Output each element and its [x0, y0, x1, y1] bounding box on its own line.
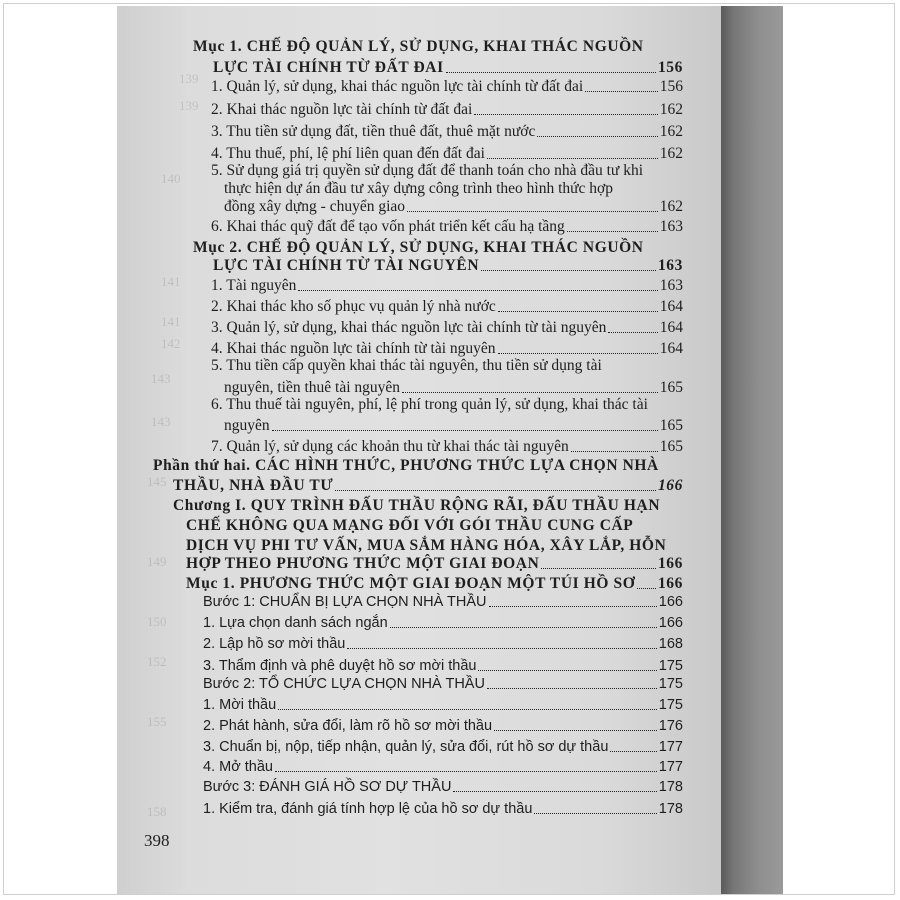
dot-leader — [537, 135, 657, 137]
page-ref: 166 — [658, 615, 683, 631]
toc-entry — [211, 318, 683, 338]
toc-entry — [203, 592, 683, 612]
page-ref: 162 — [659, 101, 683, 118]
entry-text: 1. Quản lý, sử dụng, khai thác nguồn lực tài chính từ đất đai — [211, 78, 584, 95]
entry-text: 4. Thu thuế, phí, lệ phí liên quan đến đất đai — [211, 145, 485, 162]
bleed-through-number: 143 — [151, 371, 171, 386]
dot-leader — [494, 729, 657, 731]
entry-text: 4. Khai thác nguồn lực tài chính từ tài nguyên — [211, 340, 496, 357]
dot-leader — [610, 750, 656, 752]
entry-text: THẦU, NHÀ ĐẦU TƯ — [173, 477, 334, 494]
toc-entry — [203, 695, 683, 715]
page-ref: 156 — [657, 59, 683, 76]
dot-leader — [446, 71, 656, 73]
toc-entry — [211, 276, 683, 296]
page-ref: 166 — [658, 594, 683, 610]
entry-text: 3. Thẩm định và phê duyệt hồ sơ mời thầu — [203, 658, 477, 674]
entry-text: 7. Quản lý, sử dụng các khoản thu từ khai thác tài nguyên — [211, 438, 569, 455]
part-heading: Phần thứ hai. CÁC HÌNH THỨC, PHƯƠNG THỨC LỰA CHỌN NHÀ — [153, 457, 659, 474]
page-ref: 166 — [657, 575, 683, 592]
toc-entry — [213, 58, 683, 78]
toc-entry — [211, 217, 683, 237]
toc-entry — [211, 122, 683, 142]
page-ref: 163 — [659, 277, 683, 294]
entry-text: 3. Thu tiền sử dụng đất, tiền thuê đất, thuê mặt nước — [211, 123, 536, 140]
dot-leader — [481, 269, 656, 271]
page-ref: 156 — [659, 78, 683, 95]
entry-text: 3. Chuẩn bị, nộp, tiếp nhận, quản lý, sửa đổi, rút hồ sơ dự thầu — [203, 739, 609, 755]
dot-leader — [335, 489, 656, 491]
bleed-through-number: 139 — [179, 71, 199, 86]
toc-entry — [203, 613, 683, 633]
entry-text: 5. Thu tiền cấp quyền khai thác tài nguyên, thu tiền sử dụng tài — [211, 357, 602, 374]
book-page — [117, 6, 721, 894]
toc-entry — [224, 197, 683, 217]
entry-text: 2. Khai thác kho số phục vụ quản lý nhà nước — [211, 298, 496, 315]
page-ref: 178 — [658, 801, 683, 817]
toc-entry — [186, 574, 683, 594]
bleed-through-number: 141 — [161, 314, 181, 329]
page-ref: 164 — [659, 340, 683, 357]
dot-leader — [567, 230, 658, 232]
dot-leader — [272, 429, 658, 431]
page-ref: 162 — [659, 145, 683, 162]
section-heading: Mục 1. CHẾ ĐỘ QUẢN LÝ, SỬ DỤNG, KHAI THÁC NGUỒN — [193, 38, 644, 55]
table-of-contents — [117, 6, 721, 894]
dot-leader — [487, 687, 657, 689]
chapter-heading: DỊCH VỤ PHI TƯ VẤN, MUA SẮM HÀNG HÓA, XÂY LẮP, HỖN — [186, 537, 667, 554]
dot-leader — [275, 770, 657, 772]
dot-leader — [347, 647, 656, 649]
page-ref: 177 — [658, 739, 683, 755]
toc-entry — [211, 297, 683, 317]
page-ref: 175 — [658, 697, 683, 713]
entry-text: 1. Lựa chọn danh sách ngắn — [203, 615, 388, 631]
entry-text: nguyên, tiền thuê tài nguyên — [224, 379, 401, 396]
page-ref: 163 — [657, 257, 683, 274]
bleed-through-number: 150 — [147, 614, 167, 629]
toc-entry — [203, 656, 683, 676]
dot-leader — [498, 352, 658, 354]
facing-page-shadow — [721, 6, 783, 894]
page-ref: 178 — [658, 779, 683, 795]
section-heading: Mục 2. CHẾ ĐỘ QUẢN LÝ, SỬ DỤNG, KHAI THÁC NGUỒN — [193, 239, 644, 256]
toc-entry — [211, 437, 683, 457]
dot-leader — [585, 90, 658, 92]
dot-leader — [487, 157, 658, 159]
toc-entry — [211, 100, 683, 120]
dot-leader — [571, 450, 658, 452]
page-ref: 165 — [659, 417, 683, 434]
dot-leader — [637, 587, 656, 589]
entry-text: LỰC TÀI CHÍNH TỪ ĐẤT ĐAI — [213, 59, 444, 76]
entry-text: 2. Lập hồ sơ mời thầu — [203, 636, 346, 652]
entry-text: 6. Thu thuế tài nguyên, phí, lệ phí trong quản lý, sử dụng, khai thác tài — [211, 396, 648, 413]
dot-leader — [608, 331, 657, 333]
chapter-heading: CHẾ KHÔNG QUA MẠNG ĐỐI VỚI GÓI THẦU CUNG CẤP — [186, 517, 634, 534]
dot-leader — [474, 113, 657, 115]
entry-text: đồng xây dựng - chuyển giao — [224, 198, 406, 215]
entry-text: 5. Sử dụng giá trị quyền sử dụng đất để thanh toán cho nhà đầu tư khi — [211, 162, 644, 179]
dot-leader — [453, 790, 656, 792]
dot-leader — [498, 310, 658, 312]
toc-entry — [203, 674, 683, 694]
dot-leader — [278, 708, 657, 710]
page-ref: 166 — [657, 477, 683, 494]
bleed-through-number: 145 — [147, 474, 167, 489]
page-ref: 164 — [659, 298, 683, 315]
bleed-through-number: 152 — [147, 654, 167, 669]
page-ref: 165 — [659, 438, 683, 455]
entry-text: 2. Phát hành, sửa đổi, làm rõ hồ sơ mời thầu — [203, 718, 493, 734]
step-heading: Bước 2: TỔ CHỨC LỰA CHỌN NHÀ THẦU — [203, 676, 485, 692]
toc-entry — [203, 799, 683, 819]
page-ref: 166 — [657, 555, 683, 572]
toc-entry — [173, 476, 683, 496]
entry-text: nguyên — [224, 417, 270, 434]
step-heading: Bước 1: CHUẨN BỊ LỰA CHỌN NHÀ THẦU — [203, 594, 487, 610]
entry-text: 3. Quản lý, sử dụng, khai thác nguồn lực tài chính từ tài nguyên — [211, 319, 607, 336]
bleed-through-number: 143 — [151, 414, 171, 429]
toc-entry — [203, 757, 683, 777]
bleed-through-number: 142 — [161, 336, 181, 351]
page-ref: 177 — [658, 759, 683, 775]
bleed-through-number: 139 — [179, 98, 199, 113]
bleed-through-number: 158 — [147, 804, 167, 819]
dot-leader — [298, 289, 657, 291]
entry-text: 6. Khai thác quỹ đất để tạo vốn phát triển kết cấu hạ tầng — [211, 218, 565, 235]
toc-entry — [203, 634, 683, 654]
bleed-through-number: 155 — [147, 714, 167, 729]
book-page-photo — [117, 6, 783, 894]
bleed-through-number: 149 — [147, 554, 167, 569]
dot-leader — [390, 626, 657, 628]
entry-text: 1. Mời thầu — [203, 697, 277, 713]
dot-leader — [402, 391, 658, 393]
entry-text: HỢP THEO PHƯƠNG THỨC MỘT GIAI ĐOẠN — [186, 555, 540, 572]
entry-text: thực hiện dự án đầu tư xây dựng công trình theo hình thức hợp — [224, 180, 613, 197]
page-ref: 175 — [658, 658, 683, 674]
toc-entry — [186, 554, 683, 574]
dot-leader — [541, 567, 656, 569]
toc-entry — [203, 716, 683, 736]
step-heading: Bước 3: ĐÁNH GIÁ HỒ SƠ DỰ THẦU — [203, 779, 452, 795]
toc-entry — [203, 737, 683, 757]
entry-text: 2. Khai thác nguồn lực tài chính từ đất đai — [211, 101, 473, 118]
bleed-through-number: 140 — [161, 171, 181, 186]
page-ref: 162 — [659, 198, 683, 215]
page-ref: 175 — [658, 676, 683, 692]
toc-entry — [203, 777, 683, 797]
bleed-through-number: 141 — [161, 274, 181, 289]
page-ref: 164 — [659, 319, 683, 336]
toc-entry — [211, 77, 683, 97]
chapter-heading: Chương I. QUY TRÌNH ĐẤU THẦU RỘNG RÃI, ĐẤU THẦU HẠN — [173, 497, 661, 514]
entry-text: 1. Tài nguyên — [211, 277, 297, 294]
page-ref: 163 — [659, 218, 683, 235]
dot-leader — [489, 605, 657, 607]
toc-entry — [213, 256, 683, 276]
dot-leader — [534, 812, 656, 814]
page-ref: 165 — [659, 379, 683, 396]
page-ref: 176 — [658, 718, 683, 734]
entry-text: LỰC TÀI CHÍNH TỪ TÀI NGUYÊN — [213, 257, 480, 274]
page-number: 398 — [144, 831, 170, 850]
toc-entry — [224, 416, 683, 436]
dot-leader — [407, 210, 658, 212]
page-ref: 162 — [659, 123, 683, 140]
entry-text: Mục 1. PHƯƠNG THỨC MỘT GIAI ĐOẠN MỘT TÚI HỒ SƠ — [186, 575, 636, 592]
dot-leader — [478, 669, 656, 671]
entry-text: 4. Mở thầu — [203, 759, 273, 775]
entry-text: 1. Kiểm tra, đánh giá tính hợp lệ của hồ sơ dự thầu — [203, 801, 533, 817]
page-ref: 168 — [658, 636, 683, 652]
